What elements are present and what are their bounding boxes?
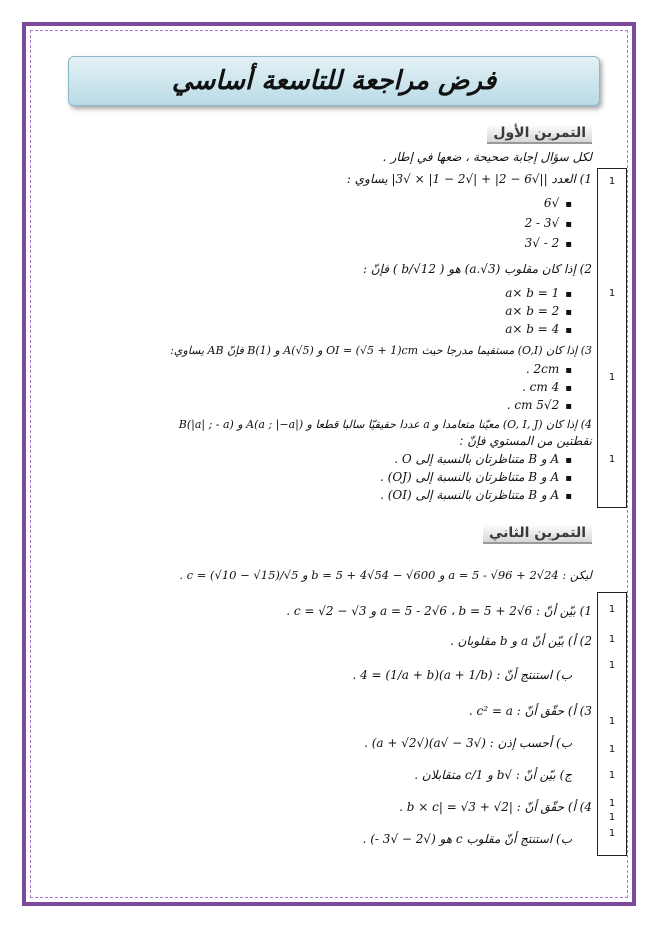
q3-option-2: ▪ 4 cm .	[522, 380, 572, 394]
grade-ex2-6: 1	[608, 770, 616, 781]
q4-option-3: ▪ A و B متناظرتان بالنسبة إلى (OI) .	[380, 488, 572, 502]
ex2-item-6: ج) بيّن أنّ : √b و 1/c متقابلان .	[414, 768, 572, 782]
grade-ex2-2: 1	[608, 634, 616, 645]
grade-ex1-q4: 1	[608, 454, 616, 465]
q1-option-2: ▪ √3 - 2	[525, 216, 572, 230]
grade-ex2-8: 1	[608, 812, 616, 823]
q3-option-1: ▪ 2cm .	[526, 362, 572, 376]
grade-ex2-7: 1	[608, 798, 616, 809]
title-banner	[68, 56, 600, 106]
q4-option-2: ▪ A و B متناظرتان بالنسبة إلى (OJ) .	[380, 470, 572, 484]
page-title: فرض مراجعة للتاسعة أساسي	[171, 66, 497, 96]
q4-text: 4) إذا كان (O, I, J) معيّنا متعامدا و a عددا حقيقيّا سالبا قطعا و A(a ; |−a|) و B(|a| ; - a)	[178, 418, 592, 431]
ex2-item-4: 3) أ) حقّق أنّ : c² = a .	[468, 704, 592, 718]
q1-text: 1) العدد ||√6 − 2| + |√2 − 1| × √3| يساوي :	[346, 172, 592, 186]
grade-ex1-q2: 1	[608, 288, 616, 299]
ex2-item-7: 4) أ) حقّق أنّ : |b × c| = √3 + √2 .	[399, 800, 592, 814]
grade-ex2-9: 1	[608, 828, 616, 839]
grade-ex1-q3: 1	[608, 372, 616, 383]
q2-option-1: ▪ a× b = 1	[505, 286, 572, 300]
q2-option-2: ▪ a× b = 2	[505, 304, 572, 318]
ex2-item-5: ب) أحسب إذن : (√3 − √a)(√a + √2) .	[364, 736, 572, 750]
exercise2-heading: التمرين الثاني	[483, 524, 592, 544]
exercise1-heading: التمرين الأول	[487, 124, 592, 144]
ex2-item-8: ب) استنتج أنّ مقلوب c هو (√2 − √3 -) .	[362, 832, 572, 846]
grade-ex2-1: 1	[608, 604, 616, 615]
exercise1-instruction: لكل سؤال إجابة صحيحة ، ضعها في إطار .	[382, 150, 592, 164]
q3-text: 3) إذا كان (O,I) مستقيما مدرجا حيث OI = (√5 + 1)cm و A(√5) و B(1) فإنّ AB يساوي:	[170, 344, 592, 357]
grade-ex1-q1: 1	[608, 176, 616, 187]
q4-text-2: نقطتين من المستوي فإنّ :	[459, 434, 592, 448]
q2-text: 2) إذا كان مقلوب (a.√3) هو ( b/√12 ) فإنّ :	[362, 262, 592, 276]
ex2-item-3: ب) استنتج أنّ : (a + 1/b)(1/a + b) = 4 .	[352, 668, 572, 682]
ex2-item-1: 1) بيّن أنّ : a = 5 - 2√6 ، b = 5 + 2√6 و c = √2 − √3 .	[286, 604, 592, 618]
exercise2-intro: ليكن : a = 5 - √96 + 2√24 و b = 5 + 4√54 − √600 و c = (√10 − √15)/√5 .	[179, 568, 592, 582]
q1-option-3: ▪ 2 - √3	[525, 236, 572, 250]
ex2-item-2: 2) أ) بيّن أنّ a و b مقلوبان .	[449, 634, 592, 648]
grade-ex2-4: 1	[608, 716, 616, 727]
q1-option-1: ▪ √6	[544, 196, 572, 210]
q4-option-1: ▪ A و B متناظرتان بالنسبة إلى O .	[394, 452, 572, 466]
grade-ex2-5: 1	[608, 744, 616, 755]
grade-ex2-3: 1	[608, 660, 616, 671]
q3-option-3: ▪ 2√5 cm .	[507, 398, 572, 412]
q2-option-3: ▪ a× b = 4	[505, 322, 572, 336]
